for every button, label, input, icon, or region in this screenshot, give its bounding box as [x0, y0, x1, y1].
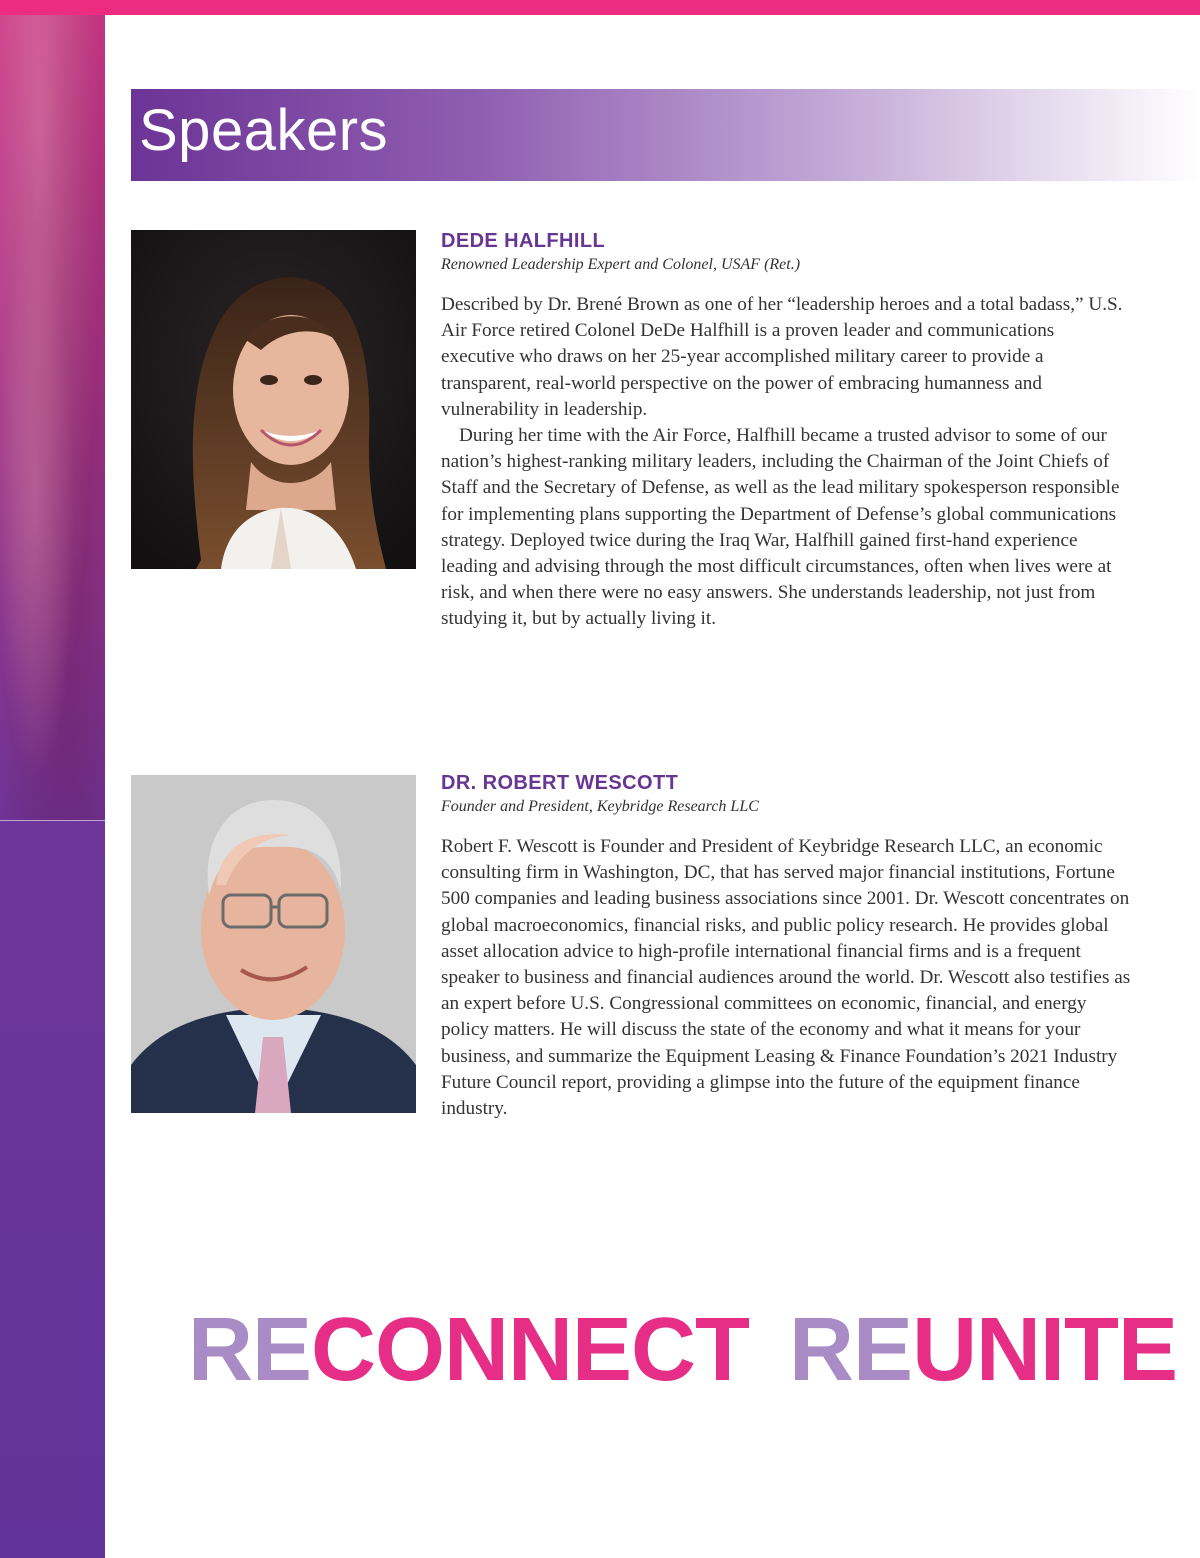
logo-word-reconnect: RECONNECT — [188, 1300, 750, 1400]
speaker-bio — [441, 292, 1131, 633]
reconnect-reunite-logo — [188, 1300, 1178, 1400]
speaker-name: DEDE HALFHILL — [441, 230, 606, 252]
speaker-name: DR. ROBERT WESCOTT — [441, 772, 679, 794]
bio-paragraph: Robert F. Wescott is Founder and President of Keybridge Research LLC, an economic consulting firm in Washington, DC, that has served major financial institutions, Fortune 500 companies and leading business associations since 2001. Dr. Wescott concentrates on global macroeconomics, financial risks, and public policy research. He provides global asset allocation advice to high-profile international financial firms and is a frequent speaker to business and financial audiences around the world. Dr. Wescott also testifies as an expert before U.S. Congressional committees on economic, financial, and energy policy matters. He will discuss the state of the economy and what it means for your business, and summarize the Equipment Leasing & Finance Foundation’s 2021 Industry Future Council report, providing a glimpse into the future of the equipment finance industry. — [441, 836, 1131, 1120]
section-title: Speakers — [139, 98, 389, 163]
bio-paragraph: During her time with the Air Force, Halfhill became a trusted advisor to some of our nation’s highest-ranking military leaders, including the Chairman of the Joint Chiefs of Staff and the Secretary of Defense, as well as the lead military spokesperson responsible for implementing plans supporting the Department of Defense’s global communications strategy. Deployed twice during the Iraq War, Halfhill gained first-hand experience leading and advising through the most difficult circumstances, often when lives were at risk, and when there were no easy answers. She understands leadership, not just from studying it, but by actually living it. — [441, 425, 1120, 630]
speaker-role: Renowned Leadership Expert and Colonel, USAF (Ret.) — [441, 256, 801, 273]
section-banner — [131, 89, 1200, 181]
side-band-photo-overlay — [0, 15, 105, 820]
portrait-man-image — [131, 775, 416, 1113]
speaker-role: Founder and President, Keybridge Research LLC — [441, 798, 759, 815]
speaker-block-robert-wescott — [441, 770, 1131, 1122]
speaker-block-dede-halfhill — [441, 228, 1131, 633]
speaker-photo-dede-halfhill — [131, 230, 416, 569]
speaker-photo-robert-wescott — [131, 775, 416, 1113]
portrait-woman-image — [131, 230, 416, 569]
side-band-divider — [0, 820, 105, 821]
speaker-bio — [441, 834, 1131, 1122]
side-decorative-band — [0, 15, 105, 1558]
top-accent-stripe — [0, 0, 1200, 15]
logo-word-reunite: REUNITE — [789, 1300, 1178, 1400]
bio-paragraph: Described by Dr. Brené Brown as one of her “leadership heroes and a total badass,” U.S. Air Force retired Colonel DeDe Halfhill is a proven leader and communications executive who draws on her 25-year accomplished military career to provide a transparent, real-world perspective on the power of embracing humanness and vulnerability in leadership. — [441, 294, 1123, 420]
